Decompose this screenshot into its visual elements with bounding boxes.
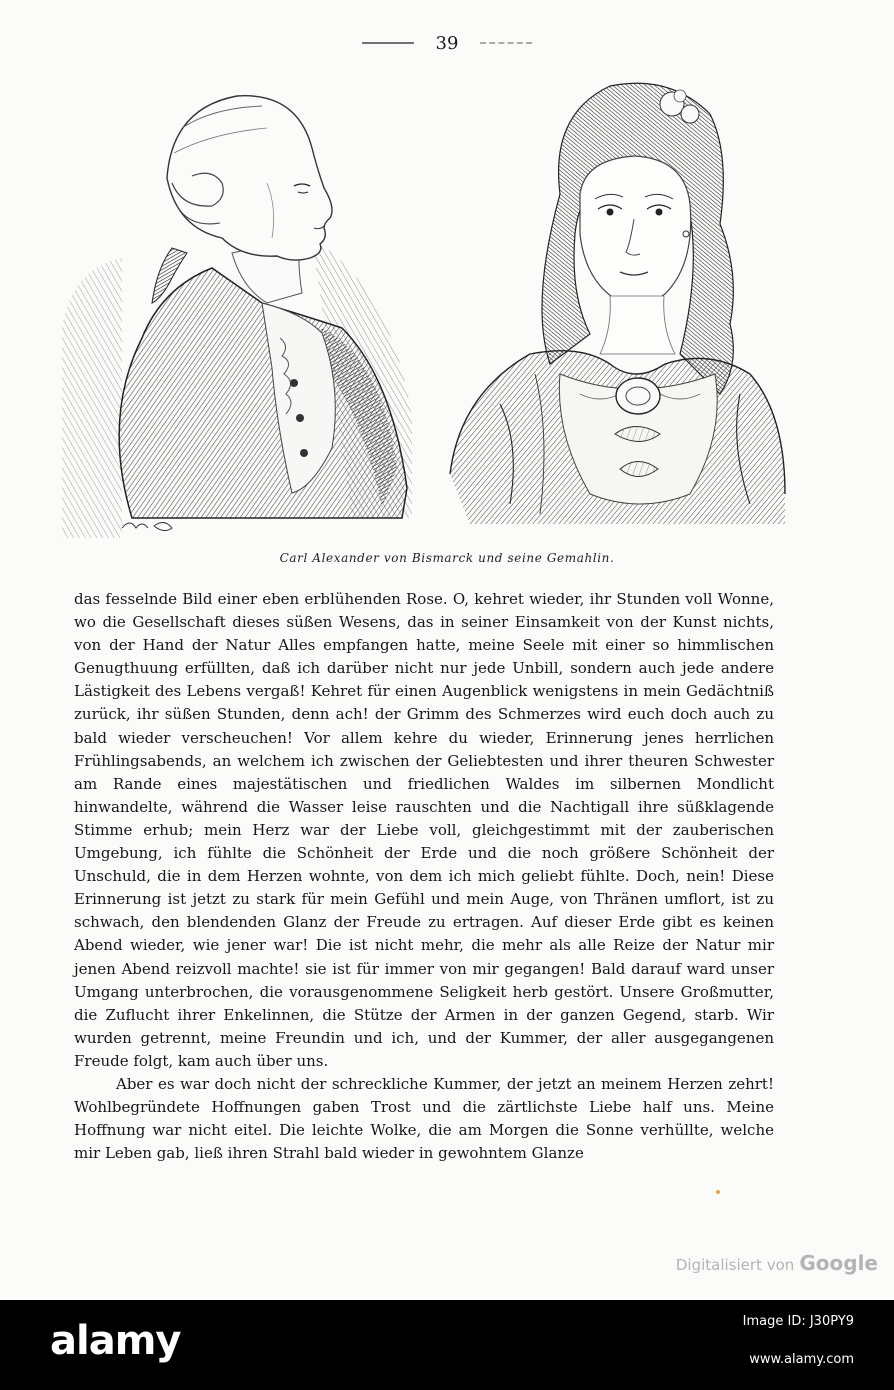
header-rule-left bbox=[362, 42, 414, 44]
image-id: Image ID: J30PY9 bbox=[742, 1314, 854, 1329]
paragraph-1: das fesselnde Bild einer eben erblühenden Rose. O, kehret wieder, ihr Stunden voll Wonne, wo die Gesellschaft dieses süßen Wesens, das in seiner Einsamkeit von der Kunst nichts, von der Hand der Natur Alles empfangen hatte, meine Seele mit einer so himmlischen Genugthuung erfüllten, daß ich darüber nicht nur jede Unbill, sondern auch jede andere Lästigkeit des Lebens vergaß! Kehret für einen Augenblick wenigstens in mein Gedächtniß zurück, ihr süßen Stunden, denn ach! der Grimm des Schmerzes wird euch doch auch zu bald wieder verscheuchen! Vor allem kehre du wieder, Erinnerung jenes herrlichen Frühlingsabends, an welchem ich zwischen der Geliebtesten und ihrer theuren Schwester am Rande eines majestätischen und friedlichen Waldes im silbernen Mondlicht hinwandelte, während die Wasser leise rauschten und die Nachtigall ihre süßklagende Stimme erhub; mein Herz war der Liebe voll, gleichgestimmt mit der zauberischen Umgebung, ich fühlte die Schönheit der Erde und die noch größere Schönheit der Unschuld, die in dem Herzen wohnte, von dem ich mich geliebt fühlte. Doch, nein! Diese Erinnerung ist jetzt zu stark für mein Gefühl und mein Auge, von Thränen umflort, ist zu schwach, den blendenden Glanz der Freude zu ertragen. Auf dieser Erde gibt es keinen Abend wieder, wie jener war! Die ist nicht mehr, die mehr als alle Reize der Natur mir jenen Abend reizvoll machte! sie ist für immer von mir gegangen! Bald darauf ward unser Umgang unterbrochen, die vorausgenommene Seligkeit herb gestört. Unsere Großmutter, die Zuflucht ihrer Enkelinnen, die Stütze der Armen in der ganzen Gegend, starb. Wir wurden getrennt, meine Freundin und ich, und der Kummer, der aller ausgegangenen Freude folgt, kam auch über uns. bbox=[74, 590, 774, 1070]
body-text bbox=[74, 588, 774, 1165]
watermark-label: Digitalisiert von bbox=[675, 1256, 795, 1274]
portrait-gemahlin bbox=[440, 74, 790, 534]
stock-footer-bar bbox=[0, 1300, 894, 1390]
page-number: 39 bbox=[435, 32, 459, 54]
engraving-woman bbox=[440, 74, 790, 534]
portrait-carl-alexander bbox=[62, 88, 420, 538]
paragraph-2: Aber es war doch nicht der schreckliche Kummer, der jetzt an meinem Herzen zehrt! Wohlbegründete Hoffnungen gaben Trost und die zärtlichste Liebe half uns. Meine Hoffnung war nicht eitel. Die leichte Wolke, die am Morgen die Sonne verhüllte, welche mir Leben gab, ließ ihren Strahl bald wieder in gewohntem Glanze bbox=[74, 1074, 774, 1163]
illustration-caption: Carl Alexander von Bismarck und seine Gemahlin. bbox=[279, 551, 615, 565]
page-header bbox=[0, 28, 894, 58]
site-url[interactable]: www.alamy.com bbox=[749, 1352, 854, 1367]
ink-spot bbox=[716, 1190, 720, 1194]
watermark-brand: Google bbox=[799, 1251, 878, 1275]
alamy-logo: alamy bbox=[50, 1318, 181, 1364]
engraving-man bbox=[62, 88, 420, 538]
header-rule-right bbox=[480, 42, 532, 44]
digitization-watermark bbox=[676, 1251, 878, 1275]
